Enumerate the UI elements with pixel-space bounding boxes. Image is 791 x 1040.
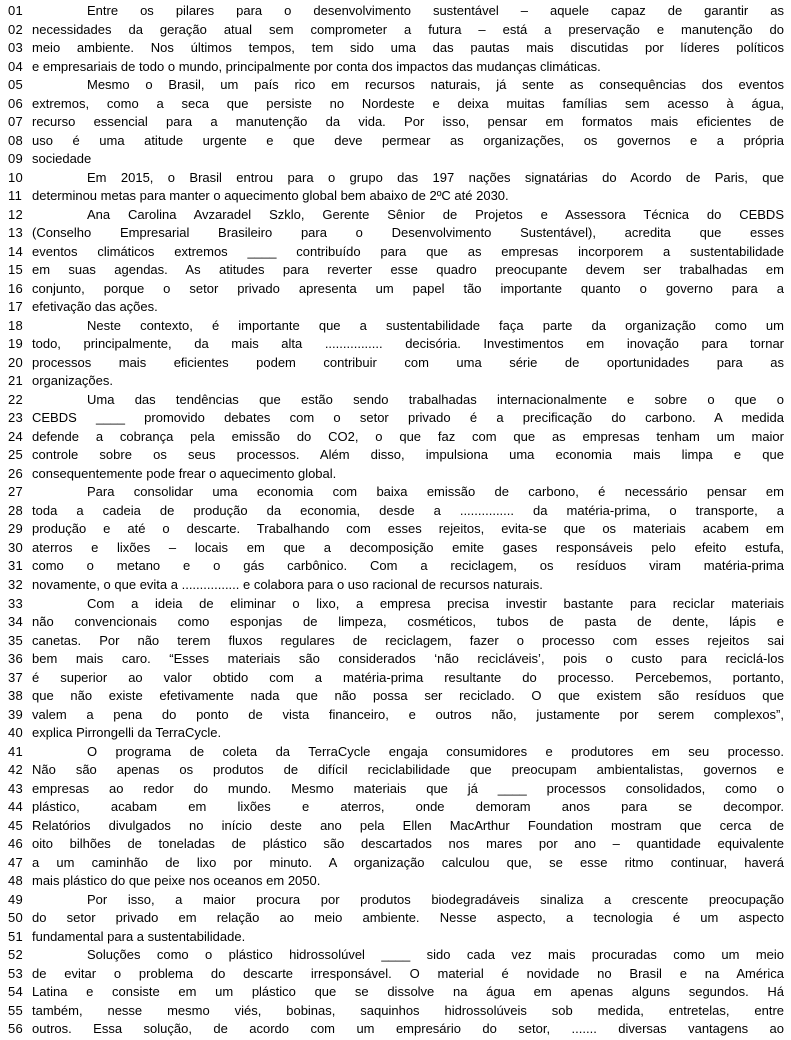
- line-number: 27: [8, 484, 24, 500]
- line-number: 08: [8, 132, 24, 148]
- text-line: [0, 613, 791, 632]
- line-number: 28: [8, 502, 24, 518]
- text-line: [0, 650, 791, 669]
- line-number: 48: [8, 873, 24, 889]
- text-line: [0, 261, 791, 280]
- line-text: uso é uma atitude urgente e que deve permear as organizações, os governos e a própria: [32, 132, 784, 148]
- line-number: 32: [8, 576, 24, 592]
- line-text: determinou metas para manter o aquecimento global bem abaixo de 2ºC até 2030.: [32, 188, 509, 204]
- text-line: [0, 928, 791, 947]
- text-line: [0, 483, 791, 502]
- line-number: 45: [8, 817, 24, 833]
- line-text: bem mais caro. “Esses materiais são considerados ‘não recicláveis’, pois o custo para reciclá-los: [32, 651, 784, 667]
- line-number: 40: [8, 725, 24, 741]
- line-number: 44: [8, 799, 24, 815]
- line-number: 26: [8, 465, 24, 481]
- line-text: a um caminhão de lixo por minuto. A organização calculou que, se esse ritmo continuar, haverá: [32, 854, 784, 870]
- line-number: 31: [8, 558, 24, 574]
- line-text: como o metano e o gás carbônico. Com a reciclagem, os resíduos viram matéria-prima: [32, 558, 784, 574]
- text-line: [0, 76, 791, 95]
- line-text: e empresariais de todo o mundo, principalmente por conta dos impactos das mudanças climáticas.: [32, 58, 601, 74]
- text-line: [0, 243, 791, 262]
- line-text: organizações.: [32, 373, 113, 389]
- line-text: (Conselho Empresarial Brasileiro para o Desenvolvimento Sustentável), acredita que esses: [32, 225, 784, 241]
- text-line: [0, 520, 791, 539]
- text-line: [0, 983, 791, 1002]
- text-line: [0, 317, 791, 336]
- text-line: [0, 798, 791, 817]
- line-number: 39: [8, 706, 24, 722]
- text-line: [0, 854, 791, 873]
- line-number: 04: [8, 58, 24, 74]
- line-number: 23: [8, 410, 24, 426]
- line-number: 01: [8, 3, 24, 18]
- line-text: Mesmo o Brasil, um país rico em recursos naturais, já sente as consequências dos eventos: [87, 77, 784, 93]
- line-number: 14: [8, 243, 24, 259]
- text-line: [0, 58, 791, 77]
- text-line: [0, 113, 791, 132]
- text-line: [0, 687, 791, 706]
- line-text: Por isso, a maior procura por produtos biodegradáveis sinaliza a crescente preocupação: [87, 891, 784, 907]
- line-number: 22: [8, 391, 24, 407]
- line-text: Em 2015, o Brasil entrou para o grupo das 197 nações signatárias do Acordo de Paris, que: [87, 169, 784, 185]
- text-line: [0, 909, 791, 928]
- line-text: todo, principalmente, da mais alta ................ decisória. Investimentos em inovação para tornar: [32, 336, 784, 352]
- line-number: 20: [8, 354, 24, 370]
- line-text: também, nesse mesmo viés, bobinas, saquinhos hidrossolúveis sob medida, entretelas, entre: [32, 1002, 784, 1018]
- line-number: 42: [8, 762, 24, 778]
- line-text: Soluções como o plástico hidrossolúvel ____ sido cada vez mais procuradas como um meio: [87, 947, 784, 963]
- line-text: O programa de coleta da TerraCycle engaja consumidores e produtores em seu processo.: [87, 743, 784, 759]
- line-text: Com a ideia de eliminar o lixo, a empresa precisa investir bastante para reciclar materiais: [87, 595, 784, 611]
- line-number: 09: [8, 151, 24, 167]
- line-text: extremos, como a seca que persiste no Nordeste e deixa muitas famílias sem acesso à água,: [32, 95, 784, 111]
- text-line: [0, 409, 791, 428]
- text-line: [0, 891, 791, 910]
- text-line: [0, 391, 791, 410]
- line-number: 02: [8, 21, 24, 37]
- line-number: 11: [8, 188, 23, 204]
- text-line: [0, 557, 791, 576]
- line-text: canetas. Por não terem fluxos regulares de reciclagem, fazer o processo com esses rejeitos sai: [32, 632, 784, 648]
- text-line: [0, 187, 791, 206]
- line-number: 43: [8, 780, 24, 796]
- line-number: 13: [8, 225, 24, 241]
- line-number: 55: [8, 1002, 24, 1018]
- line-text: fundamental para a sustentabilidade.: [32, 928, 246, 944]
- line-number: 51: [8, 928, 24, 944]
- line-number: 56: [8, 1021, 24, 1037]
- text-line: [0, 446, 791, 465]
- text-line: [0, 946, 791, 965]
- text-line: [0, 39, 791, 58]
- line-text: CEBDS ____ promovido debates com o setor privado é a precificação do carbono. A medida: [32, 410, 784, 426]
- line-text: sociedade: [32, 151, 92, 167]
- line-text: de evitar o problema do descarte irresponsável. O material é novidade no Brasil e na América: [32, 965, 784, 981]
- text-line: [0, 372, 791, 391]
- text-line: [0, 428, 791, 447]
- text-line: [0, 539, 791, 558]
- text-line: [0, 872, 791, 891]
- line-text: produção e até o descarte. Trabalhando com esses rejeitos, evita-se que os materiais acabem em: [32, 521, 784, 537]
- line-number: 06: [8, 95, 24, 111]
- line-number: 34: [8, 614, 24, 630]
- text-line: [0, 1020, 791, 1039]
- text-line: [0, 724, 791, 743]
- line-text: não convencionais como esponjas de limpeza, cosméticos, tubos de pasta de dente, lápis e: [32, 614, 784, 630]
- text-line: [0, 761, 791, 780]
- line-number: 35: [8, 632, 24, 648]
- text-line: [0, 669, 791, 688]
- line-number: 16: [8, 280, 24, 296]
- text-line: [0, 743, 791, 762]
- text-line: [0, 502, 791, 521]
- line-number: 38: [8, 688, 24, 704]
- line-text: que não existe efetivamente nada que não possa ser reciclado. O que existem são resíduos que: [32, 688, 784, 704]
- line-number: 33: [8, 595, 24, 611]
- line-number: 05: [8, 77, 24, 93]
- text-line: [0, 465, 791, 484]
- line-number: 30: [8, 539, 24, 555]
- text-line: [0, 150, 791, 169]
- line-number: 15: [8, 262, 24, 278]
- text-line: [0, 298, 791, 317]
- line-number: 47: [8, 854, 24, 870]
- text-line: [0, 335, 791, 354]
- line-number: 18: [8, 317, 24, 333]
- text-line: [0, 21, 791, 40]
- line-text: Ana Carolina Avzaradel Szklo, Gerente Sênior de Projetos e Assessora Técnica do CEBDS: [87, 206, 784, 222]
- line-number: 25: [8, 447, 24, 463]
- line-text: oito bilhões de toneladas de plástico são descartados nos mares por ano – quantidade equivalente: [32, 836, 784, 852]
- line-text: Neste contexto, é importante que a sustentabilidade faça parte da organização como um: [87, 317, 784, 333]
- text-line: [0, 706, 791, 725]
- line-text: plástico, acabam em lixões e aterros, onde demoram anos para se decompor.: [32, 799, 784, 815]
- line-number: 24: [8, 428, 24, 444]
- line-text: Entre os pilares para o desenvolvimento sustentável – aquele capaz de garantir as: [87, 3, 784, 18]
- text-line: [0, 780, 791, 799]
- line-text: meio ambiente. Nos últimos tempos, tem sido uma das pautas mais discutidas por líderes políticos: [32, 40, 784, 56]
- line-text: necessidades da geração atual sem comprometer a futura – está a preservação e manutenção do: [32, 21, 784, 37]
- line-number: 07: [8, 114, 24, 130]
- line-number: 54: [8, 984, 24, 1000]
- line-number: 41: [8, 743, 24, 759]
- line-text: aterros e lixões – locais em que a decomposição emite gases responsáveis pelo efeito estufa,: [32, 539, 784, 555]
- line-number: 19: [8, 336, 24, 352]
- line-text: Relatórios divulgados no início deste ano pela Ellen MacArthur Foundation mostram que cerca de: [32, 817, 784, 833]
- line-text: Uma das tendências que estão sendo trabalhadas internacionalmente e sobre o que o: [87, 391, 784, 407]
- text-line: [0, 632, 791, 651]
- line-text: eventos climáticos extremos ____ contribuído para que as empresas incorporem a sustentabilidade: [32, 243, 784, 259]
- line-number: 49: [8, 891, 24, 907]
- text-line: [0, 95, 791, 114]
- line-text: explica Pirrongelli da TerraCycle.: [32, 725, 222, 741]
- line-number: 50: [8, 910, 24, 926]
- text-line: [0, 835, 791, 854]
- line-text: processos mais eficientes podem contribuir com uma série de oportunidades para as: [32, 354, 784, 370]
- text-line: [0, 817, 791, 836]
- line-text: recurso essencial para a manutenção da vida. Por isso, pensar em formatos mais eficientes de: [32, 114, 784, 130]
- line-number: 36: [8, 651, 24, 667]
- line-number: 46: [8, 836, 24, 852]
- text-line: [0, 965, 791, 984]
- line-text: novamente, o que evita a ................ e colabora para o uso racional de recursos naturais.: [32, 576, 543, 592]
- text-line: [0, 280, 791, 299]
- line-text: empresas ao redor do mundo. Mesmo materiais que já ____ processos consolidados, como o: [32, 780, 784, 796]
- line-number: 21: [8, 373, 24, 389]
- text-line: [0, 1002, 791, 1021]
- line-number: 37: [8, 669, 24, 685]
- line-number: 52: [8, 947, 24, 963]
- line-text: Para consolidar uma economia com baixa emissão de carbono, é necessário pensar em: [87, 484, 784, 500]
- line-text: conjunto, porque o setor privado apresenta um papel tão importante quanto o governo para a: [32, 280, 784, 296]
- line-text: outros. Essa solução, de acordo com um empresário do setor, ....... diversas vantagens ao: [32, 1021, 784, 1037]
- line-number: 53: [8, 965, 24, 981]
- line-text: efetivação das ações.: [32, 299, 158, 315]
- line-number: 17: [8, 299, 24, 315]
- line-text: do setor privado em relação ao meio ambiente. Nesse aspecto, a tecnologia é um aspecto: [32, 910, 784, 926]
- line-text: mais plástico do que peixe nos oceanos em 2050.: [32, 873, 321, 889]
- text-line: [0, 576, 791, 595]
- line-text: é superior ao valor obtido com a matéria-prima resultante do processo. Percebemos, portanto,: [32, 669, 784, 685]
- text-line: [0, 595, 791, 614]
- text-line: [0, 224, 791, 243]
- text-line: [0, 132, 791, 151]
- line-text: controle sobre os seus processos. Além disso, impulsiona uma economia mais limpa e que: [32, 447, 784, 463]
- line-text: toda a cadeia de produção da economia, desde a ............... da matéria-prima, o transporte, a: [32, 502, 784, 518]
- line-text: defende a cobrança pela emissão do CO2, o que faz com que as empresas tenham um maior: [32, 428, 784, 444]
- line-text: Não são apenas os produtos de difícil reciclabilidade que preocupam ambientalistas, governos e: [32, 762, 784, 778]
- text-line: [0, 169, 791, 188]
- line-text: Latina e consiste em um plástico que se dissolve na água em apenas alguns segundos. Há: [32, 984, 784, 1000]
- text-line: [0, 206, 791, 225]
- text-line: [0, 2, 791, 21]
- line-number: 12: [8, 206, 24, 222]
- line-number: 03: [8, 40, 24, 56]
- line-text: consequentemente pode frear o aquecimento global.: [32, 465, 337, 481]
- line-text: em suas agendas. As atitudes para reverter esse quadro preocupante devem ser trabalhadas em: [32, 262, 784, 278]
- text-line: [0, 354, 791, 373]
- line-number: 29: [8, 521, 24, 537]
- line-number: 10: [8, 169, 24, 185]
- line-text: valem a pena do ponto de vista financeiro, e outros não, justamente por serem complexos”,: [32, 706, 784, 722]
